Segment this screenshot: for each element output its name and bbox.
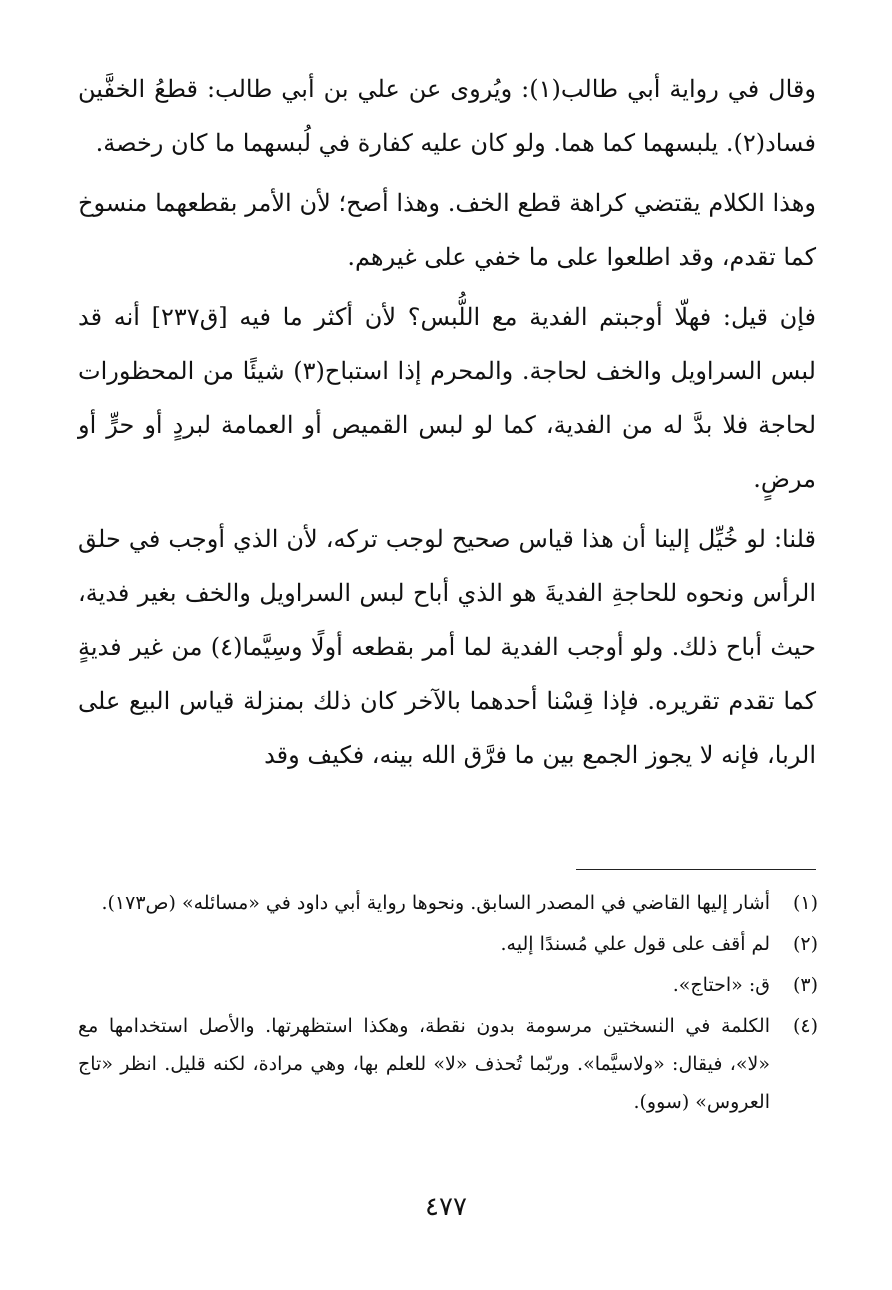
paragraph-1: وقال في رواية أبي طالب(١): ويُروى عن علي بن أبي طالب: قطعُ الخفَّين فساد(٢). يلبسهما كما هما. ولو كان عليه كفارة في لُبسهما ما كان رخصة. [78, 75, 816, 157]
paragraph-4: قلنا: لو خُيِّل إلينا أن هذا قياس صحيح لوجب تركه، لأن الذي أوجب في حلق الرأس ونحوه للحاجةِ الفديةَ هو الذي أباح لبس السراويل والخف بغير فدية، حيث أباح ذلك. ولو أوجب الفدية لما أمر بقطعه أولًا وسِيَّما(٤) من غير فديةٍ كما تقدم تقريره. فإذا قِسْنا أحدهما بالآخر كان ذلك بمنزلة قياس البيع على الربا، فإنه لا يجوز الجمع بين ما فرَّق الله بينه، فكيف وقد [78, 525, 817, 769]
footnote-text: الكلمة في النسختين مرسومة بدون نقطة، وهكذا استظهرتها. والأصل استخدامها مع «لا»، فيقال: «ولاسيَّما». وربّما تُحذف «لا» للعلم بها، وهي مرادة، لكنه قليل. انظر «تاج العروس» (سوو). [78, 1015, 770, 1113]
paragraph-3: فإن قيل: فهلّا أوجبتم الفدية مع اللُّبس؟ لأن أكثر ما فيه [ق٢٣٧] أنه قد لبس السراويل والخف لحاجة. والمحرم إذا استباح(٣) شيئًا من المحظورات لحاجة فلا بدَّ له من الفدية، كما لو لبس القميص أو العمامة لبردٍ أو حرٍّ أو مرضٍ. [78, 303, 817, 493]
main-text [78, 62, 816, 788]
footnote-divider [576, 869, 816, 870]
footnote-number: (٢) [792, 933, 818, 955]
footnote-text: أشار إليها القاضي في المصدر السابق. ونحوها رواية أبي داود في «مسائله» (ص١٧٣). [101, 892, 770, 914]
footnote-4 [78, 1007, 818, 1121]
footnote-text: لم أقف على قول علي مُسندًا إليه. [500, 933, 770, 955]
footnotes [78, 884, 818, 1124]
footnote-3 [78, 966, 818, 1004]
footnote-2 [78, 925, 818, 963]
footnote-number: (٣) [792, 974, 818, 996]
footnote-number: (٤) [792, 1015, 818, 1037]
footnote-1 [78, 884, 818, 922]
page-number: ٤٧٧ [425, 1192, 467, 1222]
footnote-number: (١) [792, 892, 818, 914]
footnote-text: ق: «احتاج». [672, 974, 770, 996]
paragraph-2: وهذا الكلام يقتضي كراهة قطع الخف. وهذا أصح؛ لأن الأمر بقطعهما منسوخ كما تقدم، وقد اطلعوا على ما خفي على غيرهم. [78, 189, 816, 271]
